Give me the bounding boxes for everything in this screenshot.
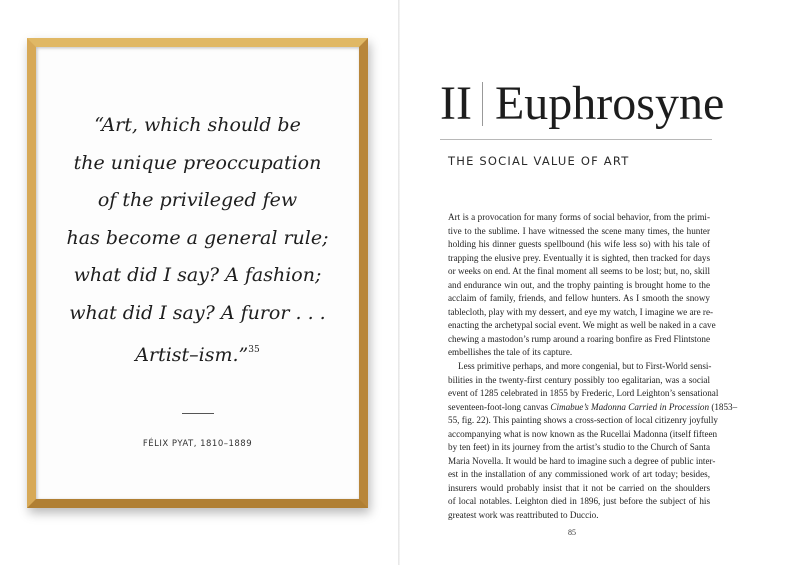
- artwork-title: Cimabue’s Madonna Carried in Procession: [550, 401, 710, 412]
- text-line: event of 1285 celebrated in 1855 by Frederic, Lord Leighton’s sensational: [448, 388, 719, 399]
- text-line: embellishes the tale of its capture.: [448, 347, 573, 358]
- text-line: chewing a mastodon’s rump around a roaring bonfire as Fred Flintstone: [448, 333, 710, 344]
- chapter-subtitle: THE SOCIAL VALUE OF ART: [448, 154, 630, 168]
- quote-line: what did I say? A furor . . .: [69, 301, 326, 324]
- text-line: Maria Novella. It would be hard to imagine such a degree of public inter-: [448, 455, 716, 466]
- page-number: 85: [568, 528, 576, 537]
- chapter-title: Euphrosyne: [494, 77, 725, 130]
- text-line: bilities in the twenty-first century possibly too egalitarian, was a social: [448, 374, 710, 385]
- text-line: by ten feet) in its journey from the artist’s studio to the Church of Santa: [448, 442, 710, 453]
- quote-line: the unique preoccupation: [73, 151, 322, 174]
- text-line: insurers would probably insist that it not be carried on the shoulders: [448, 482, 710, 493]
- text-line: holding his dinner guests spellbound (his wife less so) with his tale of: [448, 239, 710, 250]
- footnote-ref: 35: [248, 345, 260, 355]
- text-line: and endurance win out, and the trophy painting is brought home to the: [448, 279, 710, 290]
- chapter-number: II: [440, 77, 472, 130]
- quote-line: what did I say? A fashion;: [73, 264, 322, 286]
- epigraph-quote: [36, 107, 359, 375]
- text-line-with-title: [448, 401, 738, 415]
- quote-attribution: FÉLIX PYAT, 1810–1889: [142, 439, 253, 449]
- text-line: acclaim of family, friends, and fellow hunters. As I smooth the snowy: [448, 293, 710, 304]
- text-line: est in the installation of any commissioned work of art today; besides,: [448, 469, 710, 480]
- quote-line: of the privileged few: [97, 189, 298, 211]
- quote-line-last: [36, 332, 359, 375]
- text-line: or weeks on end. At the final moment all seems to be lost; but, no, skill: [448, 266, 710, 277]
- text-line: Art is a provocation for many forms of social behavior, from the primi-: [448, 212, 710, 222]
- chapter-heading: [440, 77, 725, 130]
- gold-picture-frame: [27, 38, 368, 508]
- text-line: 55, fig. 22). This painting shows a cross-section of local citizenry joyfully: [448, 415, 718, 426]
- quote-line: “Art, which should be: [94, 114, 301, 136]
- text-line: tive to the sublime. I have witnessed the scene many times, the hunter: [448, 225, 710, 236]
- quote-line: Artist–ism.”: [135, 344, 249, 366]
- text-line: tablecloth, play with my dessert, and eye my watch, I imagine we are re-: [448, 306, 714, 317]
- text-line: greatest work was reattributed to Duccio.: [448, 510, 599, 521]
- quote-divider: [182, 413, 214, 414]
- chapter-divider: [482, 82, 483, 126]
- quote-line: has become a general rule;: [66, 226, 329, 249]
- text-line: accompanying what is now known as the Rucellai Madonna (itself fifteen: [448, 428, 718, 439]
- text-line: enacting the archetypal social event. We might as well be naked in a cave: [448, 320, 716, 331]
- body-text: [448, 211, 738, 523]
- text-fragment: seventeen-foot-long canvas: [448, 401, 551, 412]
- heading-rule: [440, 139, 712, 140]
- text-line: of local notables. Leighton died in 1896, just before the subject of his: [448, 496, 710, 507]
- text-line: Less primitive perhaps, and more congenial, but to First-World sensi-: [458, 361, 712, 372]
- text-fragment: (1853–: [709, 401, 738, 412]
- text-line: trapping the elusive prey. Eventually it is sighted, then tracked for days: [448, 252, 710, 263]
